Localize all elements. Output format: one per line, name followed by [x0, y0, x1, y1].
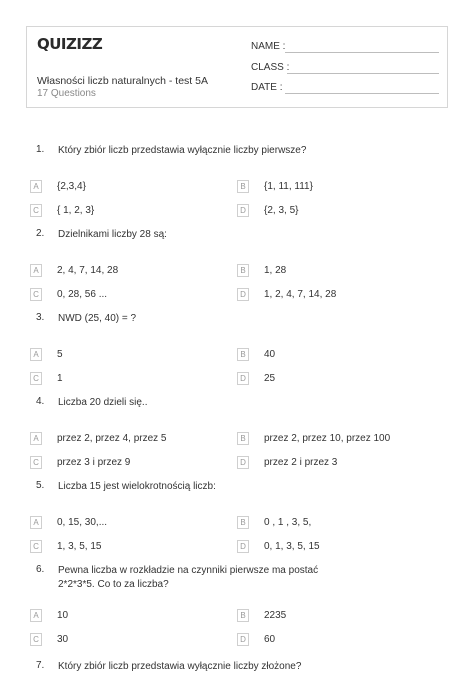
option-letter-badge: B [237, 609, 249, 622]
option-letter-badge: D [237, 633, 249, 646]
option-text: 0 , 1 , 3, 5, [264, 517, 312, 528]
option-text: 2235 [264, 610, 287, 621]
option-letter-badge: C [30, 633, 42, 646]
date-line [285, 93, 439, 94]
option-letter-badge: A [30, 516, 42, 529]
option-letter-badge: D [237, 288, 249, 301]
question-number: 3. [36, 312, 45, 323]
option-text: 0, 1, 3, 5, 15 [264, 541, 320, 552]
question-text: NWD (25, 40) = ? [58, 313, 137, 324]
option-letter-badge: D [237, 204, 249, 217]
option-text: 10 [57, 610, 69, 621]
option-text: 0, 28, 56 ... [57, 289, 108, 300]
option-letter-badge: B [237, 516, 249, 529]
question-count: 17 Questions [37, 88, 96, 99]
option-letter-badge: D [237, 456, 249, 469]
option-text: 1, 2, 4, 7, 14, 28 [264, 289, 337, 300]
class-line [287, 73, 439, 74]
option-letter-badge: D [237, 372, 249, 385]
question-text: Dzielnikami liczby 28 są: [58, 229, 167, 240]
option-text: 0, 15, 30,... [57, 517, 108, 528]
option-text: { 1, 2, 3} [57, 205, 95, 216]
option-text: przez 2, przez 4, przez 5 [57, 433, 167, 444]
option-text: 1, 28 [264, 265, 287, 276]
option-letter-badge: B [237, 348, 249, 361]
question-number: 7. [36, 660, 45, 671]
name-field[interactable] [251, 41, 285, 52]
option-text: {1, 11, 111} [264, 181, 313, 192]
question-text: Pewna liczba w rozkładzie na czynniki pierwsze ma postać 2*2*3*5. Co to za liczba? [58, 565, 319, 590]
question-number: 5. [36, 480, 45, 491]
option-text: 60 [264, 634, 276, 645]
option-letter-badge: B [237, 180, 249, 193]
quizizz-logo: QUIZIZZ [37, 35, 103, 53]
option-text: 40 [264, 349, 276, 360]
question-text: Liczba 20 dzieli się.. [58, 397, 148, 408]
option-letter-badge: D [237, 540, 249, 553]
option-letter-badge: C [30, 288, 42, 301]
option-text: 5 [57, 349, 63, 360]
option-text: 25 [264, 373, 276, 384]
option-letter-badge: A [30, 348, 42, 361]
option-letter-badge: A [30, 432, 42, 445]
option-letter-badge: B [237, 264, 249, 277]
option-text: przez 2 i przez 3 [264, 457, 338, 468]
option-text: {2, 3, 5} [264, 205, 299, 216]
option-text: 1, 3, 5, 15 [57, 541, 102, 552]
question-number: 1. [36, 144, 45, 155]
option-letter-badge: A [30, 264, 42, 277]
option-text: {2,3,4} [57, 181, 86, 192]
option-letter-badge: A [30, 180, 42, 193]
question-number: 6. [36, 564, 45, 575]
option-letter-badge: B [237, 432, 249, 445]
option-letter-badge: C [30, 204, 42, 217]
question-text: Który zbiór liczb przedstawia wyłącznie liczby pierwsze? [58, 145, 307, 156]
date-field[interactable] [251, 82, 282, 93]
option-letter-badge: A [30, 609, 42, 622]
question-text: Który zbiór liczb przedstawia wyłącznie liczby złożone? [58, 661, 302, 672]
name-label: NAME : [251, 41, 286, 52]
class-label: CLASS : [251, 62, 290, 73]
worksheet-header [26, 26, 448, 108]
option-text: 1 [57, 373, 63, 384]
question-number: 4. [36, 396, 45, 407]
option-text: przez 2, przez 10, przez 100 [264, 433, 391, 444]
class-field[interactable] [251, 62, 289, 73]
option-letter-badge: C [30, 456, 42, 469]
date-label: DATE : [251, 82, 283, 93]
option-letter-badge: C [30, 372, 42, 385]
option-text: 2, 4, 7, 14, 28 [57, 265, 119, 276]
option-text: 30 [57, 634, 69, 645]
option-text: przez 3 i przez 9 [57, 457, 131, 468]
name-line [285, 52, 439, 53]
question-number: 2. [36, 228, 45, 239]
option-letter-badge: C [30, 540, 42, 553]
question-text: Liczba 15 jest wielokrotnością liczb: [58, 481, 216, 492]
worksheet-title: Własności liczb naturalnych - test 5A [37, 75, 208, 87]
